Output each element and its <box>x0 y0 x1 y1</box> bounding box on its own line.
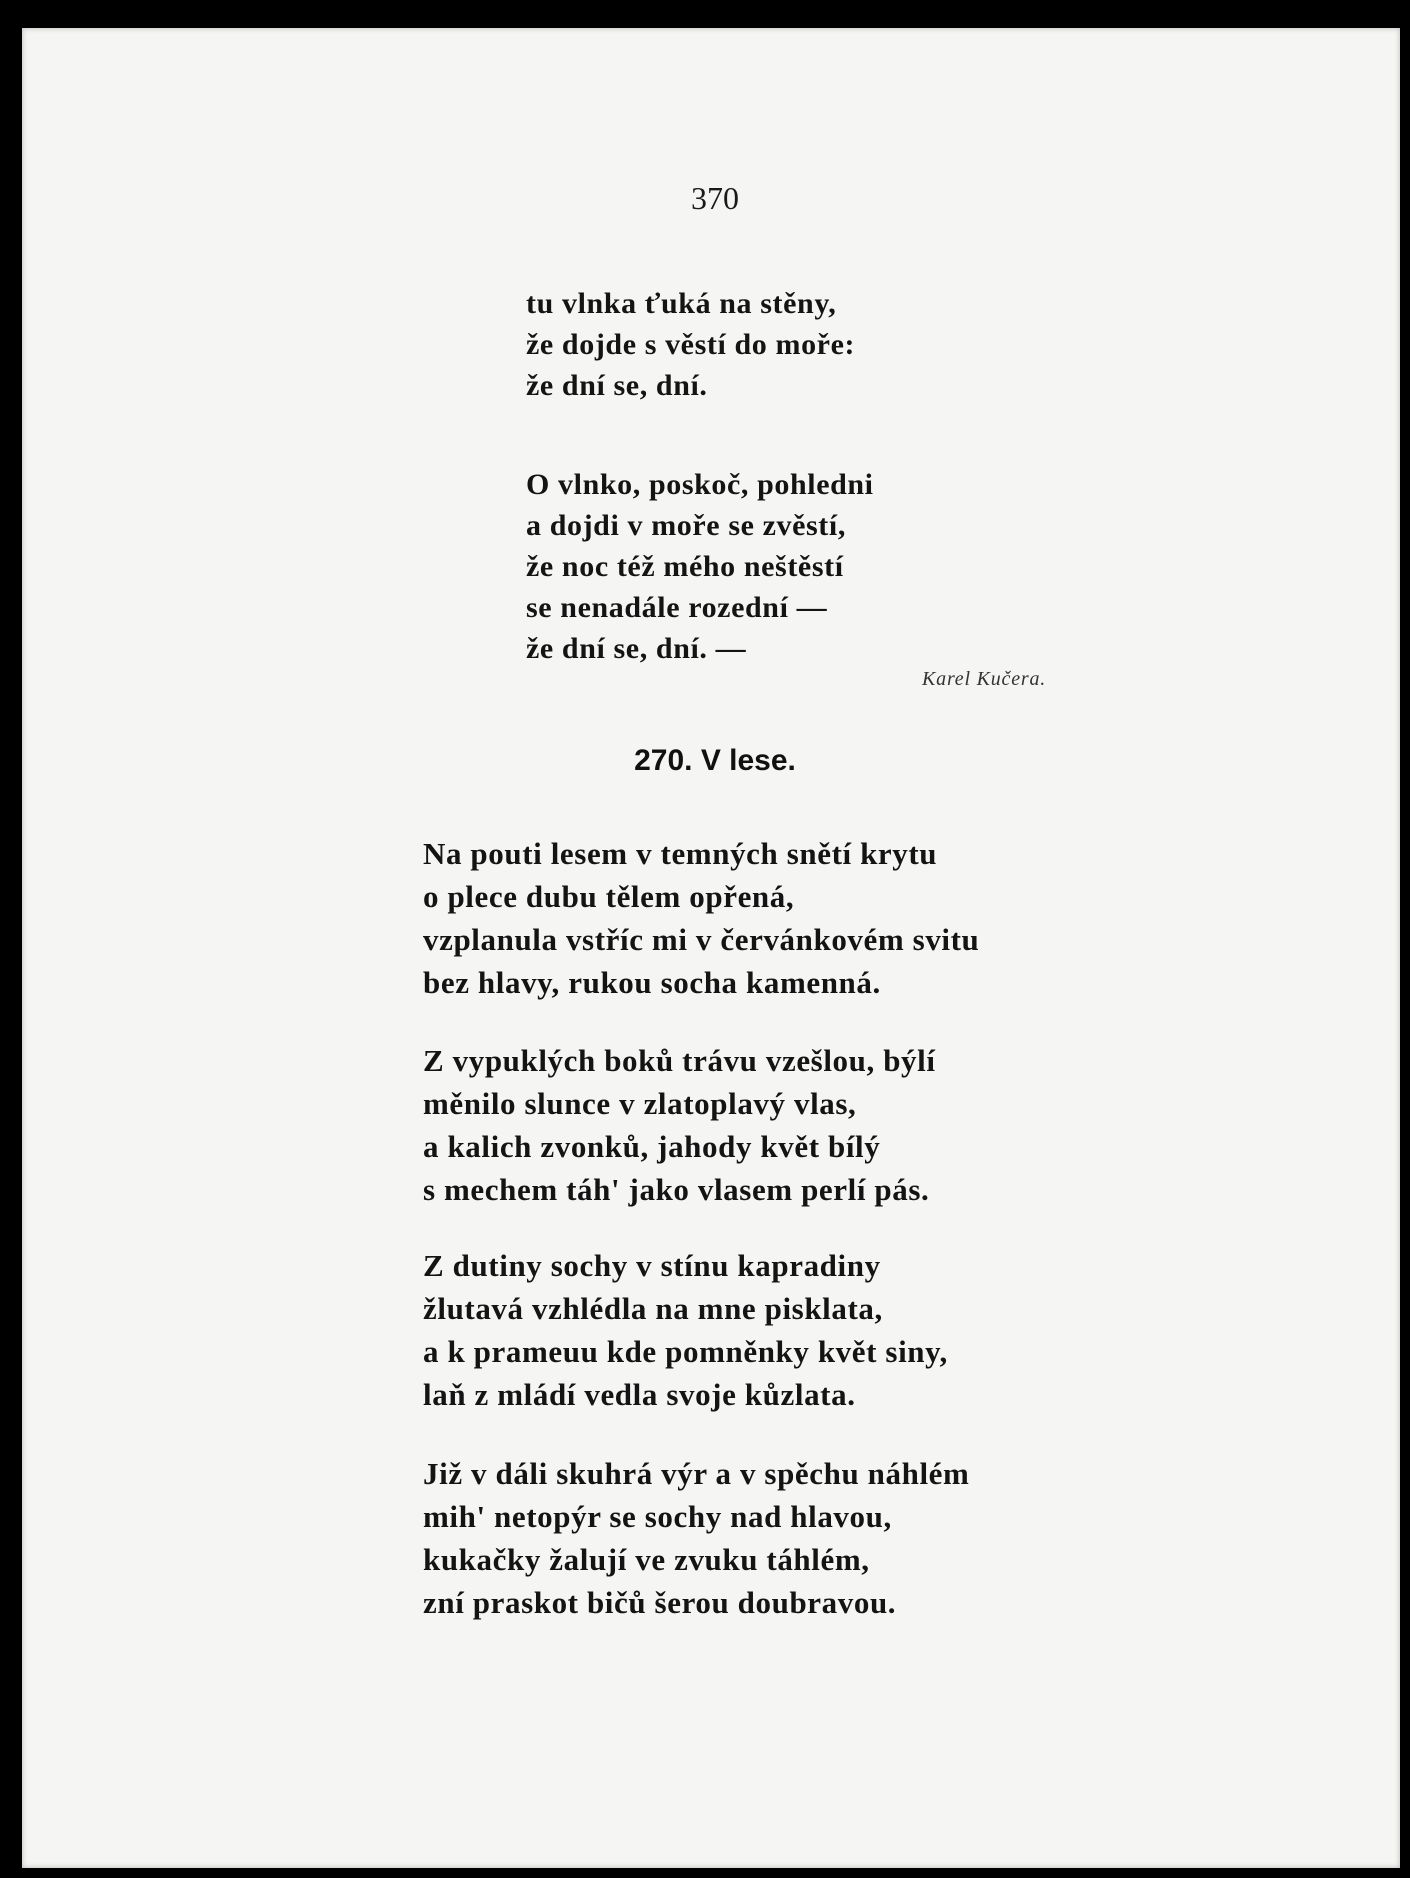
poem-stanza-2 <box>423 1039 936 1211</box>
poem-stanza-4 <box>423 1452 969 1624</box>
verse-line: bez hlavy, rukou socha kamenná. <box>423 965 881 1000</box>
verse-line: Na pouti lesem v temných snětí krytu <box>423 836 938 871</box>
verse-line: vzplanula vstříc mi v červánkovém svitu <box>423 922 980 957</box>
poem-stanza-3 <box>423 1244 948 1416</box>
verse-line: s mechem táh' jako vlasem perlí pás. <box>423 1172 930 1207</box>
verse-line: O vlnko, poskoč, pohledni <box>526 468 874 501</box>
verse-line: se nenadále rozední — <box>526 591 828 624</box>
verse-line: že dojde s věstí do moře: <box>526 328 856 361</box>
verse-line: Z dutiny sochy v stínu kapradiny <box>423 1248 881 1283</box>
page-number: 370 <box>691 180 739 216</box>
verse-line: kukačky žalují ve zvuku táhlém, <box>423 1542 870 1577</box>
verse-line: že dní se, dní. — <box>526 632 747 665</box>
verse-line: a k prameuu kde pomněnky květ siny, <box>423 1334 948 1369</box>
verse-line: tu vlnka ťuká na stěny, <box>526 287 837 320</box>
verse-line: zní praskot bičů šerou doubravou. <box>423 1585 897 1620</box>
verse-line: laň z mládí vedla svoje kůzlata. <box>423 1377 856 1412</box>
verse-line: mih' netopýr se sochy nad hlavou, <box>423 1499 892 1534</box>
verse-line: že dní se, dní. <box>526 369 708 402</box>
previous-poem-stanza-2 <box>526 464 874 669</box>
verse-line: o plece dubu tělem opřená, <box>423 879 795 914</box>
verse-line: Již v dáli skuhrá výr a v spěchu náhlém <box>423 1456 970 1491</box>
verse-line: měnilo slunce v zlatoplavý vlas, <box>423 1086 857 1121</box>
previous-poem-stanza-1 <box>526 283 855 406</box>
verse-line: a kalich zvonků, jahody květ bílý <box>423 1129 881 1164</box>
poem-stanza-1 <box>423 832 979 1004</box>
verse-line: žlutavá vzhlédla na mne pisklata, <box>423 1291 883 1326</box>
verse-line: že noc též mého neštěstí <box>526 550 844 583</box>
verse-line: a dojdi v moře se zvěstí, <box>526 509 846 542</box>
verse-line: Z vypuklých boků trávu vzešlou, býlí <box>423 1043 936 1078</box>
poem-title: 270. V lese. <box>634 744 796 777</box>
book-page <box>22 28 1400 1868</box>
author-signature: Karel Kučera. <box>922 668 1047 690</box>
